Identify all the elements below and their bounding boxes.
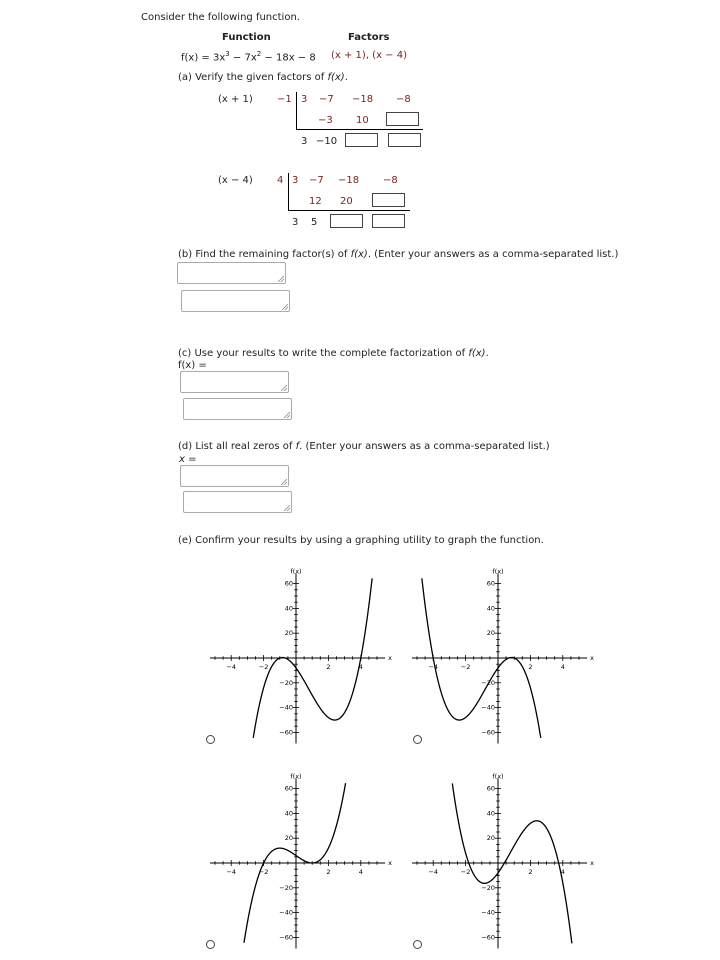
part-c-label: (c) Use your results to write the complete factorization of f(x). — [178, 348, 489, 359]
part-e-label: (e) Confirm your results by using a graphing utility to graph the function. — [178, 535, 544, 546]
y-axis-title: f(x) — [492, 567, 504, 576]
div2-answer-box[interactable] — [372, 214, 405, 228]
intro-text: Consider the following function. — [141, 12, 300, 23]
y-tick-label: 60 — [486, 784, 495, 793]
x-tick-label: −2 — [460, 663, 471, 671]
part-c-prefix: f(x) = — [178, 360, 207, 371]
y-axis-title: f(x) — [492, 772, 504, 781]
y-tick-label: −60 — [481, 728, 495, 737]
div1-answer-box[interactable] — [386, 112, 419, 126]
div1-mid: −3 — [318, 115, 333, 126]
y-tick-label: 60 — [284, 579, 293, 588]
y-tick-label: 60 — [284, 784, 293, 793]
div2-coeff: −18 — [338, 175, 360, 186]
div2-horizontal-bar — [288, 210, 410, 211]
y-tick-label: −20 — [279, 883, 293, 892]
x-tick-label: 4 — [560, 663, 565, 671]
y-tick-label: −20 — [481, 678, 495, 687]
y-axis-title: f(x) — [290, 772, 302, 781]
div1-mid: 10 — [356, 115, 369, 126]
factors-header: Factors — [348, 32, 390, 43]
x-tick-label: 2 — [326, 868, 331, 876]
x-tick-label: −4 — [226, 663, 236, 671]
x-axis-title: x — [590, 654, 594, 662]
div1-factor: (x + 1) — [218, 94, 253, 105]
div1-bottom: 3 — [301, 136, 308, 147]
div2-mid: 20 — [340, 196, 353, 207]
div1-vertical-bar — [296, 92, 297, 130]
y-tick-label: −40 — [279, 908, 293, 917]
function-header: Function — [222, 32, 271, 43]
graph-option-4 — [412, 765, 602, 950]
div2-root: 4 — [277, 175, 284, 186]
graph-option-1 — [210, 560, 400, 745]
x-tick-label: 4 — [358, 663, 363, 671]
graph-option-4-radio[interactable] — [413, 940, 422, 949]
x-tick-label: 4 — [560, 868, 565, 876]
div1-coeff: −18 — [352, 94, 374, 105]
part-b-answer-input[interactable] — [177, 262, 286, 284]
div1-bottom: −10 — [316, 136, 338, 147]
y-tick-label: 20 — [284, 834, 293, 843]
y-tick-label: −60 — [481, 933, 495, 942]
graph-option-3 — [210, 765, 400, 950]
div1-coeff: −7 — [319, 94, 334, 105]
x-tick-label: −2 — [460, 868, 471, 876]
x-tick-label: 4 — [358, 868, 363, 876]
div2-mid: 12 — [309, 196, 322, 207]
graph-option-1-radio[interactable] — [206, 735, 215, 744]
part-d-answer-input[interactable] — [180, 465, 289, 487]
div2-vertical-bar — [288, 173, 289, 211]
div2-answer-box[interactable] — [372, 193, 405, 207]
part-d-label: (d) List all real zeros of f. (Enter your answers as a comma-separated list.) — [178, 441, 550, 452]
graph-option-2 — [412, 560, 602, 745]
x-axis-title: x — [590, 859, 594, 867]
x-tick-label: −2 — [258, 868, 269, 876]
graph-option-3-radio[interactable] — [206, 940, 215, 949]
x-axis-title: x — [388, 654, 392, 662]
y-tick-label: −60 — [279, 933, 293, 942]
div1-horizontal-bar — [296, 129, 423, 130]
x-axis-title: x — [388, 859, 392, 867]
div1-root: −1 — [277, 94, 292, 105]
y-tick-label: 20 — [486, 834, 495, 843]
y-tick-label: 60 — [486, 579, 495, 588]
y-tick-label: 20 — [486, 629, 495, 638]
x-tick-label: 2 — [528, 663, 533, 671]
y-axis-title: f(x) — [290, 567, 302, 576]
part-c-answer-input[interactable] — [180, 371, 289, 393]
y-tick-label: 40 — [486, 809, 495, 818]
x-tick-label: 2 — [326, 663, 331, 671]
y-tick-label: 40 — [284, 604, 293, 613]
y-tick-label: 20 — [284, 629, 293, 638]
y-tick-label: −20 — [481, 883, 495, 892]
y-tick-label: 40 — [284, 809, 293, 818]
div2-bottom: 3 — [292, 217, 299, 228]
factors-list: (x + 1), (x − 4) — [331, 50, 407, 61]
div2-answer-box[interactable] — [330, 214, 363, 228]
x-tick-label: −4 — [428, 663, 438, 671]
part-d-prefix: x = — [179, 454, 197, 465]
x-tick-label: 2 — [528, 868, 533, 876]
y-tick-label: −60 — [279, 728, 293, 737]
div1-answer-box[interactable] — [388, 133, 421, 147]
div2-factor: (x − 4) — [218, 175, 253, 186]
y-tick-label: 40 — [486, 604, 495, 613]
div1-coeff: 3 — [301, 94, 308, 105]
graph-option-2-radio[interactable] — [413, 735, 422, 744]
div2-coeff: 3 — [292, 175, 299, 186]
x-tick-label: −4 — [428, 868, 438, 876]
div2-coeff: −8 — [383, 175, 398, 186]
part-b-answer-input-2[interactable] — [181, 290, 290, 312]
part-a-label: (a) Verify the given factors of f(x). — [178, 72, 348, 83]
div2-coeff: −7 — [309, 175, 324, 186]
part-d-answer-input-2[interactable] — [183, 491, 292, 513]
x-tick-label: −2 — [258, 663, 269, 671]
y-tick-label: −40 — [279, 703, 293, 712]
part-c-answer-input-2[interactable] — [183, 398, 292, 420]
function-expression: $f(x) = 3x^3 - 7x^2 - 18x - 8$ — [181, 50, 316, 64]
y-tick-label: −20 — [279, 678, 293, 687]
x-tick-label: −4 — [226, 868, 236, 876]
y-tick-label: −40 — [481, 908, 495, 917]
div2-bottom: 5 — [311, 217, 318, 228]
div1-answer-box[interactable] — [345, 133, 378, 147]
div1-coeff: −8 — [396, 94, 411, 105]
part-b-label: (b) Find the remaining factor(s) of f(x). (Enter your answers as a comma-separated list.) — [178, 249, 619, 260]
y-tick-label: −40 — [481, 703, 495, 712]
